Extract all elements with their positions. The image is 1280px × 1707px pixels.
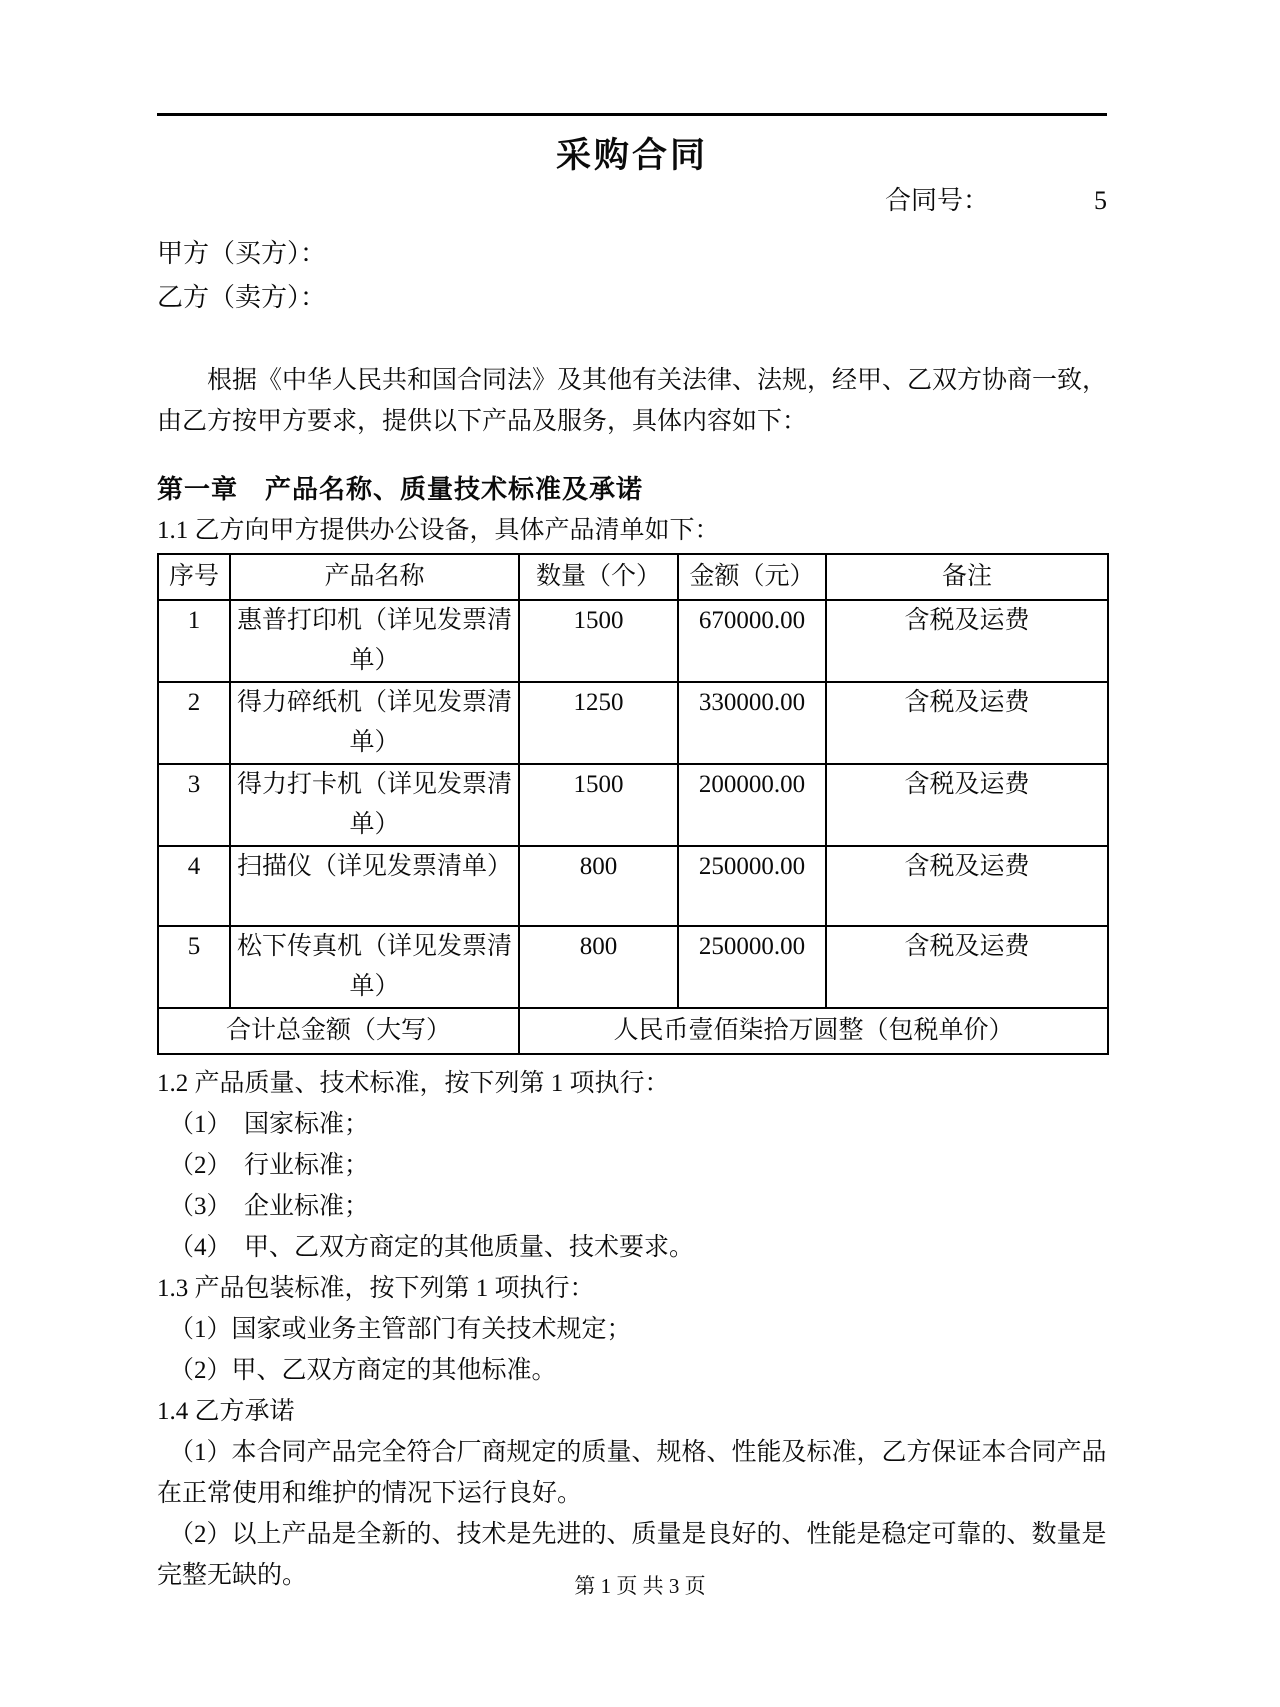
total-value-cell: 人民币壹佰柒拾万圆整（包税单价）	[519, 1008, 1108, 1054]
clause-1-4-item-2-line-2: 完整无缺的。	[157, 1562, 308, 1589]
cell-remark: 含税及运费	[826, 846, 1108, 926]
contract-content	[157, 0, 1107, 1596]
cell-serial: 4	[158, 846, 230, 926]
table-header-row	[158, 554, 1108, 600]
clause-1-2-item-1: （1） 国家标准；	[169, 1111, 370, 1138]
col-header-remark: 备注	[826, 554, 1108, 600]
clause-1-2: 1.2 产品质量、技术标准，按下列第 1 项执行：	[157, 1070, 670, 1097]
table-row	[158, 600, 1108, 682]
cell-quantity: 800	[519, 926, 678, 1008]
contract-number-row	[157, 184, 1107, 218]
page-footer: 第 1 页 共 3 页	[574, 1574, 706, 1598]
col-header-product: 产品名称	[230, 554, 519, 600]
party-b-line: 乙方（卖方）：	[157, 283, 327, 312]
cell-amount: 330000.00	[678, 682, 826, 764]
clause-1-3-item-1: （1）国家或业务主管部门有关技术规定；	[169, 1316, 632, 1343]
cell-amount: 200000.00	[678, 764, 826, 846]
clause-1-1: 1.1 乙方向甲方提供办公设备，具体产品清单如下：	[157, 517, 720, 544]
cell-serial: 2	[158, 682, 230, 764]
col-header-serial: 序号	[158, 554, 230, 600]
cell-remark: 含税及运费	[826, 764, 1108, 846]
clause-1-2-item-4: （4） 甲、乙双方商定的其他质量、技术要求。	[169, 1234, 695, 1261]
cell-product-name: 得力打卡机（详见发票清单）	[230, 764, 519, 846]
table-row	[158, 926, 1108, 1008]
cell-quantity: 1500	[519, 600, 678, 682]
cell-serial: 3	[158, 764, 230, 846]
clause-1-4-item-2-line-1: （2）以上产品是全新的、技术是先进的、质量是良好的、性能是稳定可靠的、数量是	[169, 1521, 1107, 1548]
total-label-cell: 合计总金额（大写）	[158, 1008, 519, 1054]
cell-serial: 1	[158, 600, 230, 682]
intro-paragraph	[157, 360, 1107, 442]
cell-quantity: 800	[519, 846, 678, 926]
table-row	[158, 764, 1108, 846]
parties-block	[157, 232, 1107, 320]
cell-product-name: 松下传真机（详见发票清单）	[230, 926, 519, 1008]
cell-amount: 250000.00	[678, 926, 826, 1008]
clause-1-4-item-1-line-1: （1）本合同产品完全符合厂商规定的质量、规格、性能及标准，乙方保证本合同产品	[169, 1439, 1107, 1466]
product-table-body	[158, 600, 1108, 1054]
cell-amount: 670000.00	[678, 600, 826, 682]
party-a-line: 甲方（买方）：	[157, 239, 327, 268]
contract-number-value: 5	[1094, 186, 1107, 215]
cell-remark: 含税及运费	[826, 682, 1108, 764]
chapter-1-heading: 第一章 产品名称、质量技术标准及承诺	[157, 475, 644, 504]
cell-remark: 含税及运费	[826, 600, 1108, 682]
table-total-row	[158, 1008, 1108, 1054]
cell-serial: 5	[158, 926, 230, 1008]
page-title: 采购合同	[555, 136, 708, 175]
cell-remark: 含税及运费	[826, 926, 1108, 1008]
cell-quantity: 1500	[519, 764, 678, 846]
product-table-header	[158, 554, 1108, 600]
cell-product-name: 得力碎纸机（详见发票清单）	[230, 682, 519, 764]
table-row	[158, 682, 1108, 764]
product-table	[157, 553, 1109, 1055]
clause-1-3: 1.3 产品包装标准，按下列第 1 项执行：	[157, 1275, 595, 1302]
col-header-amount: 金额（元）	[678, 554, 826, 600]
cell-amount: 250000.00	[678, 846, 826, 926]
table-row	[158, 846, 1108, 926]
clause-1-2-item-2: （2） 行业标准；	[169, 1152, 370, 1179]
cell-product-name: 惠普打印机（详见发票清单）	[230, 600, 519, 682]
header-rule	[157, 113, 1107, 116]
col-header-quantity: 数量（个）	[519, 554, 678, 600]
clause-1-4-item-1-line-2: 在正常使用和维护的情况下运行良好。	[157, 1480, 583, 1507]
contract-number-label: 合同号：	[884, 186, 989, 215]
clause-1-4: 1.4 乙方承诺	[157, 1398, 295, 1425]
cell-quantity: 1250	[519, 682, 678, 764]
intro-line-2: 由乙方按甲方要求，提供以下产品及服务，具体内容如下：	[157, 408, 808, 435]
clause-1-2-item-3: （3） 企业标准；	[169, 1193, 370, 1220]
clause-1-3-item-2: （2）甲、乙双方商定的其他标准。	[169, 1357, 557, 1384]
cell-product-name: 扫描仪（详见发票清单）	[230, 846, 519, 926]
intro-line-1: 根据《中华人民共和国合同法》及其他有关法律、法规，经甲、乙双方协商一致，	[207, 367, 1108, 394]
